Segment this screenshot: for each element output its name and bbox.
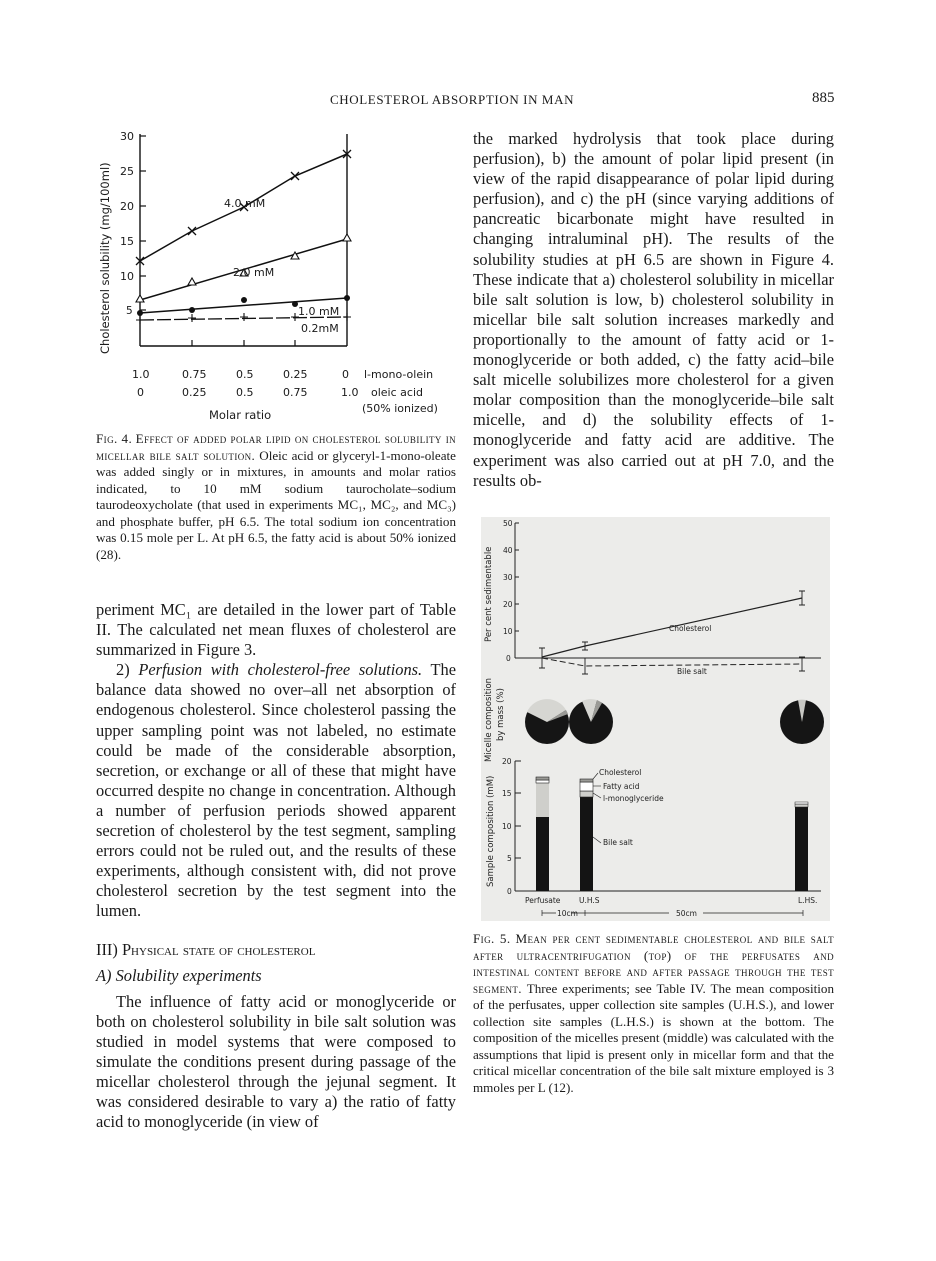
- svg-text:Fatty acid: Fatty acid: [603, 782, 640, 791]
- svg-text:U.H.S: U.H.S: [579, 896, 600, 905]
- svg-text:0.5: 0.5: [236, 368, 254, 381]
- left-column-text: [96, 600, 456, 1132]
- svg-text:Cholesterol: Cholesterol: [669, 624, 712, 633]
- svg-text:0.25: 0.25: [182, 386, 207, 399]
- caption-label: Fig. 5.: [473, 931, 511, 946]
- section-heading: III) Physical state of cholesterol: [96, 939, 316, 959]
- caption-body: Oleic acid or glyceryl-1-mono-oleate was added singly or in mixtures, in amounts and molar ratios indicated, to 10 mM sodium taurocholate–sodium taurodeoxycholate (that used in experiments MC₁, MC₂, and MC₃) and phosphate buffer, pH 6.5. The total sodium ion concentration was 0.15 mole per L. At pH 6.5, the fatty acid is about 50% ionized (28).: [96, 447, 456, 562]
- page-number: 885: [812, 90, 835, 106]
- svg-text:10: 10: [120, 270, 134, 283]
- svg-text:15: 15: [120, 235, 134, 248]
- svg-text:Bile salt: Bile salt: [603, 838, 633, 847]
- svg-text:50cm: 50cm: [676, 909, 697, 918]
- svg-text:0: 0: [137, 386, 144, 399]
- svg-text:Micelle composition: Micelle composition: [484, 677, 494, 762]
- svg-text:Per cent sedimentable: Per cent sedimentable: [484, 546, 494, 642]
- series-label-0.2mM: 0.2mM: [301, 322, 339, 335]
- running-title: CHOLESTEROL ABSORPTION IN MAN: [330, 92, 575, 107]
- svg-text:l-mono-olein: l-mono-olein: [364, 368, 434, 381]
- svg-text:1.0: 1.0: [341, 386, 359, 399]
- svg-text:10: 10: [503, 627, 513, 636]
- paragraph: The influence of fatty acid or monoglyceride or both on cholesterol solubility in bile salt solution was studied in model systems that were composed to simulate the conditions present during passage of the micellar cholesterol through the jejunal segment. It was considered desirable to vary a) the ratio of fatty acid to monoglyceride (in view of: [96, 991, 456, 1132]
- svg-text:0.75: 0.75: [182, 368, 207, 381]
- svg-text:0: 0: [506, 654, 511, 663]
- svg-text:40: 40: [503, 546, 513, 555]
- series-label-2mM: 2.0 mM: [233, 266, 275, 279]
- series-label-4mM: 4.0 mM: [224, 197, 266, 210]
- svg-text:5: 5: [126, 305, 133, 317]
- svg-text:30: 30: [120, 130, 134, 143]
- svg-text:15: 15: [502, 789, 512, 798]
- svg-text:20: 20: [502, 757, 512, 766]
- svg-text:20: 20: [503, 600, 513, 609]
- svg-text:(50% ionized): (50% ionized): [362, 402, 438, 415]
- svg-text:50: 50: [503, 519, 513, 528]
- svg-text:0: 0: [507, 887, 512, 896]
- figure-5-chart: [481, 517, 830, 921]
- svg-text:Cholesterol: Cholesterol: [599, 768, 642, 777]
- paragraph: periment MC₁ are detailed in the lower part of Table II. The calculated net mean fluxes of cholesterol are summarized in Figure 3.: [96, 600, 456, 660]
- paragraph: the marked hydrolysis that took place during perfusion), b) the amount of polar lipid present (in view of the rapid disappearance of polar lipid during perfusion), and c) the pH (since varying additions of pancreatic bicarbonate might have resulted in changing intraluminal pH). The results of the solubility studies at pH 6.5 are shown in Figure 4. These indicate that a) cholesterol solubility in micellar bile salt solution is low, b) cholesterol solubility in micellar bile salt solution increases markedly and proportionally to the amount of fatty acid or 1-monoglyceride or both added, c) the fatty acid–bile salt micelle solubilizes more cholesterol for a given molar composition than the monoglyceride–bile salt micelle, and d) the solubility effects of 1-monoglyceride and fatty acid are additive. The experiment was also carried out at pH 7.0, and the results ob-: [473, 129, 834, 490]
- paragraph: 2) Perfusion with cholesterol-free solutions. The balance data showed no over–all net absorption of endogenous cholesterol. Since cholesterol passing the upper sampling point was not labeled, no estimate could be made of the considerable absorption, secretion, or exchange or all of these that might have occurred despite no change in concentration. Although a number of perfusion periods showed apparent secretion of cholesterol by the test segment, sampling errors could not be ruled out, and the results of these experiments, although consistent with, did not prove cholesterol secretion by the test segment into the lumen.: [96, 660, 456, 921]
- svg-text:l-monoglyceride: l-monoglyceride: [603, 794, 664, 803]
- svg-text:20: 20: [120, 200, 134, 213]
- svg-text:oleic acid: oleic acid: [371, 386, 423, 399]
- svg-text:30: 30: [503, 573, 513, 582]
- svg-text:Perfusate: Perfusate: [525, 896, 561, 905]
- figure-4-chart: [96, 124, 458, 424]
- svg-text:0: 0: [342, 368, 349, 381]
- italic-heading: Perfusion with cholesterol-free solutions.: [138, 660, 423, 680]
- svg-text:Sample composition (mM): Sample composition (mM): [486, 775, 496, 887]
- figure-5-caption: [473, 931, 834, 1096]
- svg-text:L.HS.: L.HS.: [798, 896, 818, 905]
- caption-title: Mean per cent sedimentable cholesterol and bile salt after ultracentrifugation (top) of the perfusates and intestinal content before and after passage through the test segment.: [473, 931, 835, 996]
- svg-text:0.25: 0.25: [283, 368, 308, 381]
- right-column-text: [473, 129, 834, 491]
- svg-text:5: 5: [507, 854, 512, 863]
- figure-4-caption: [96, 431, 456, 563]
- figure-5-panel: [481, 517, 830, 921]
- svg-text:25: 25: [120, 165, 134, 178]
- svg-text:10cm: 10cm: [557, 909, 578, 918]
- svg-text:0.75: 0.75: [283, 386, 308, 399]
- subsection-heading: A) Solubility experiments: [96, 965, 262, 985]
- fig4-ylabel: Cholesterol solubility (mg/100ml): [98, 162, 112, 354]
- svg-text:Molar ratio: Molar ratio: [209, 408, 272, 422]
- svg-text:1.0: 1.0: [132, 368, 150, 381]
- svg-text:by mass (%): by mass (%): [496, 688, 506, 741]
- svg-text:0.5: 0.5: [236, 386, 254, 399]
- caption-title: Effect of added polar lipid on cholesterol solubility in micellar bile salt solution.: [96, 431, 456, 463]
- series-label-1mM: 1.0 mM: [298, 305, 340, 318]
- svg-text:Bile salt: Bile salt: [677, 667, 707, 676]
- caption-label: Fig. 4.: [96, 431, 133, 446]
- caption-body: Three experiments; see Table IV. The mean composition of the perfusates, upper collection site samples (U.H.S.), and lower collection site samples (L.H.S.) is shown at the bottom. The composition of the micelles present (middle) was calculated with the assumptions that lipid is present only in micellar form and that the critical micellar concentration of the bile salt mixture employed is 3 mmoles per L (12).: [473, 980, 834, 1095]
- svg-text:10: 10: [502, 822, 512, 831]
